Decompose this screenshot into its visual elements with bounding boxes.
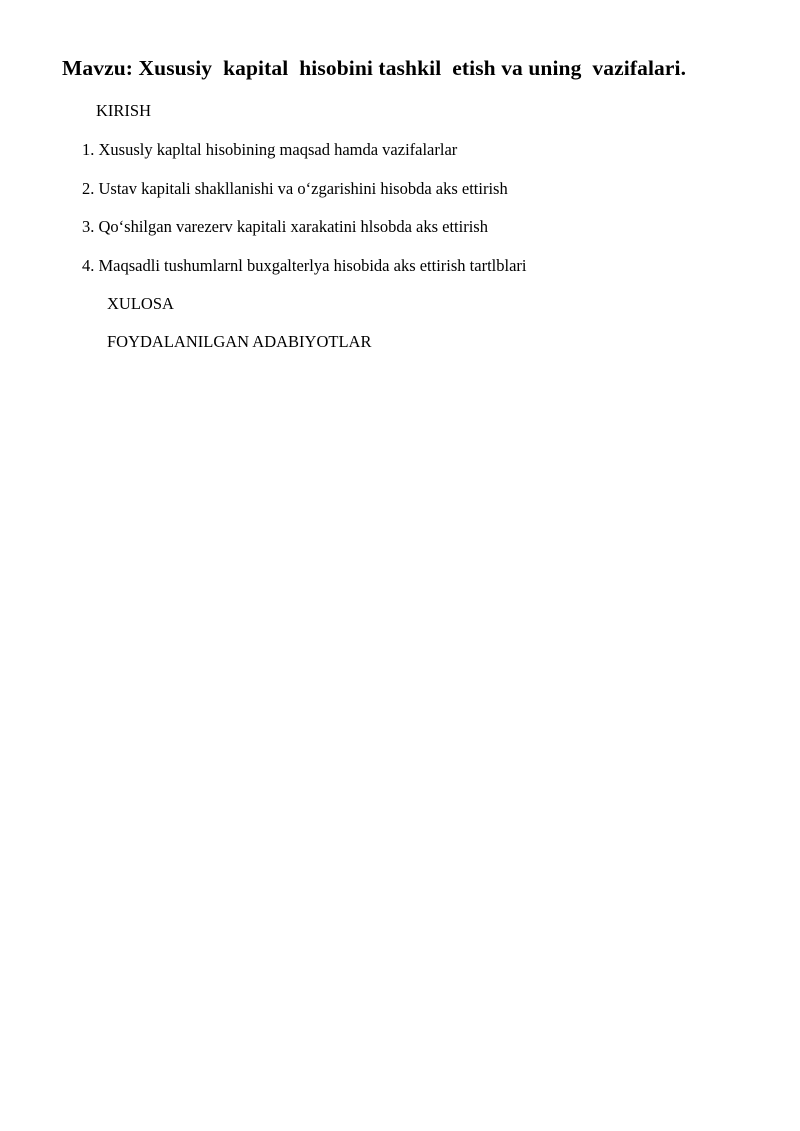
- section-conclusion: XULOSA: [107, 294, 174, 313]
- section-references: FOYDALANILGAN ADABIYOTLAR: [107, 332, 372, 351]
- toc-item-4: 4. Maqsadli tushumlarnl buxgalterlya hisobida aks ettirish tartlblari: [82, 256, 527, 275]
- page-title: Mavzu: Xususiy kapital hisobini tashkil etish va uning vazifalari.: [62, 56, 687, 80]
- section-intro: KIRISH: [96, 101, 152, 120]
- toc-item-1: 1. Xususly kapltal hisobining maqsad hamda vazifalarlar: [82, 140, 458, 159]
- toc-item-3: 3. Qo‘shilgan varezerv kapitali xarakatini hlsobda aks ettirish: [82, 217, 488, 236]
- toc-item-2: 2. Ustav kapitali shakllanishi va o‘zgarishini hisobda aks ettirish: [82, 179, 508, 198]
